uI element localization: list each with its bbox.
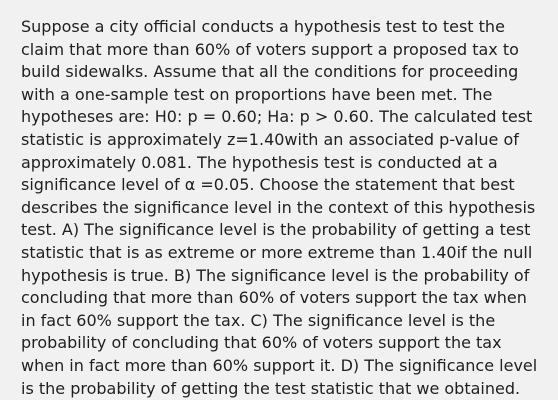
question-text: Suppose a city official conducts a hypothesis test to test the claim that more than 60% of voters support a proposed tax to build sidewalks. Assume that all the conditions for proceeding with a one-sample test on proportions have been met. The hypotheses are: H0: p = 0.60; Ha: p > 0.60. The calculated test statistic is approximately z=1.40with an associated p-value of approximately 0.081. The hypothesis test is conducted at a significance level of α =0.05. Choose the statement that best describes the significance level in the context of this hypothesis test. A) The significance level is the probability of getting a test statistic that is as extreme or more extreme than 1.40if the null hypothesis is true. B) The significance level is the probability of concluding that more than 60% of voters support the tax when in fact 60% support the tax. C) The significance level is the probability of concluding that 60% of voters support the tax when in fact more than 60% support it. D) The significance level is the probability of getting the test statistic that we obtained. xyxy=(21,17,538,398)
